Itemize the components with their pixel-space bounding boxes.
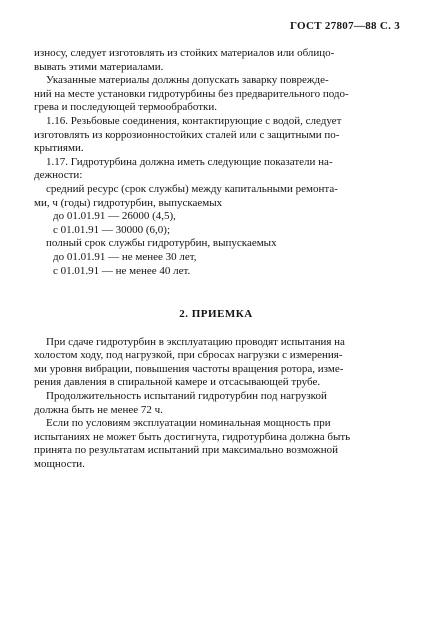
text-line: Указанные материалы должны допускать заварку поврежде- (46, 74, 329, 87)
page-header: ГОСТ 27807—88 С. 3 (289, 20, 400, 32)
text-line: мощности. (34, 458, 85, 471)
text-line: изготовлять из коррозионностойких сталей или с защитными по- (34, 128, 340, 141)
text-line: должна быть не менее 72 ч. (34, 403, 163, 416)
text-line: Продолжительность испытаний гидротурбин под нагрузкой (46, 390, 327, 403)
text-line: холостом ходу, под нагрузкой, при сбросах нагрузки с измерения- (34, 349, 343, 362)
text-line: принята по результатам испытаний при максимально возможной (34, 444, 339, 457)
list-item: до 01.01.91 — не менее 30 лет, (53, 250, 197, 263)
list-item: с 01.01.91 — не менее 40 лет. (53, 264, 191, 277)
text-line: износу, следует изготовлять из стойких материалов или облицо- (34, 47, 335, 59)
text-line: вывать этими материалами. (34, 60, 164, 73)
text-line: ний на месте установки гидротурбины без предварительного подо- (34, 87, 349, 100)
text-line: дежности: (34, 169, 83, 182)
text-line: средний ресурс (срок службы) между капитальными ремонта- (46, 182, 338, 195)
text-line: полный срок службы гидротурбин, выпускаемых (46, 237, 277, 250)
document-body (34, 47, 398, 472)
text-line: рения давления в спиральной камере и отсасывающей трубе. (34, 376, 321, 389)
clause-1-17: 1.17. Гидротурбина должна иметь следующие показатели на- (46, 155, 333, 168)
list-item: с 01.01.91 — 30000 (6,0); (53, 223, 171, 236)
list-item: до 01.01.91 — 26000 (4,5), (53, 210, 176, 223)
text-line: крытиями. (34, 142, 84, 155)
text-line: испытаниях не может быть достигнута, гидротурбина должна быть (34, 430, 351, 443)
clause-1-16: 1.16. Резьбовые соединения, контактирующие с водой, следует (46, 114, 342, 127)
text-line: ми, ч (годы) гидротурбин, выпускаемых (34, 196, 223, 209)
text-line: Если по условиям эксплуатации номинальная мощность при (46, 417, 331, 430)
text-line: грева и последующей термообработки. (34, 101, 217, 114)
text-line: ми уровня вибрации, повышения частоты вращения ротора, изме- (34, 362, 344, 375)
text-line: При сдаче гидротурбин в эксплуатацию проводят испытания на (46, 335, 345, 348)
section-title: 2. ПРИЕМКА (179, 308, 253, 321)
